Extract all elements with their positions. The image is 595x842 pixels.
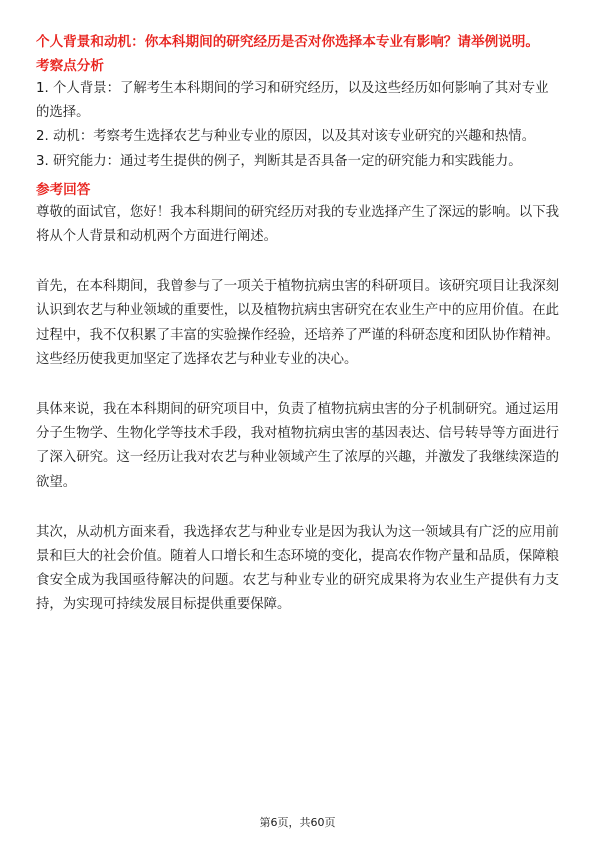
answer-title: 参考回答 — [36, 181, 91, 198]
page-number-footer: 第6页，共60页 — [259, 816, 336, 829]
answer-paragraph: 尊敬的面试官，您好！我本科期间的研究经历对我的专业选择产生了深远的影响。以下我将从个人背景和动机两个方面进行阐述。 — [36, 204, 559, 245]
analysis-title: 考察点分析 — [36, 58, 104, 74]
analysis-item: 3. 研究能力：通过考生提供的例子，判断其是否具备一定的研究能力和实践能力。 — [36, 153, 522, 169]
document-page — [36, 32, 559, 644]
answer-paragraph: 首先，在本科期间，我曾参与了一项关于植物抗病虫害的科研项目。该研究项目让我深刻认识到农艺与种业领域的重要性，以及植物抗病虫害研究在农业生产中的应用价值。在此过程中，我不仅积累了丰富的实验操作经验，还培养了严谨的科研态度和团队协作精神。这些经历使我更加坚定了选择农艺与种业专业的决心。 — [36, 279, 559, 367]
analysis-item: 2. 动机：考察考生选择农艺与种业专业的原因，以及其对该专业研究的兴趣和热情。 — [36, 129, 536, 145]
question-heading: 个人背景和动机：你本科期间的研究经历是否对你选择本专业有影响？请举例说明。 — [36, 34, 539, 50]
answer-paragraph: 其次，从动机方面来看，我选择农艺与种业专业是因为我认为这一领域具有广泛的应用前景和巨大的社会价值。随着人口增长和生态环境的变化，提高农作物产量和品质，保障粮食安全成为我国亟待解决的问题。农艺与种业专业的研究成果将为农业生产提供有力支持，为实现可持续发展目标提供重要保障。 — [36, 524, 559, 613]
analysis-item: 1. 个人背景：了解考生本科期间的学习和研究经历，以及这些经历如何影响了其对专业的选择。 — [36, 81, 549, 121]
answer-paragraph: 具体来说，我在本科期间的研究项目中，负责了植物抗病虫害的分子机制研究。通过运用分子生物学、生物化学等技术手段，我对植物抗病虫害的基因表达、信号转导等方面进行了深入研究。这一经历让我对农艺与种业领域产生了浓厚的兴趣，并激发了我继续深造的欲望。 — [36, 402, 559, 490]
